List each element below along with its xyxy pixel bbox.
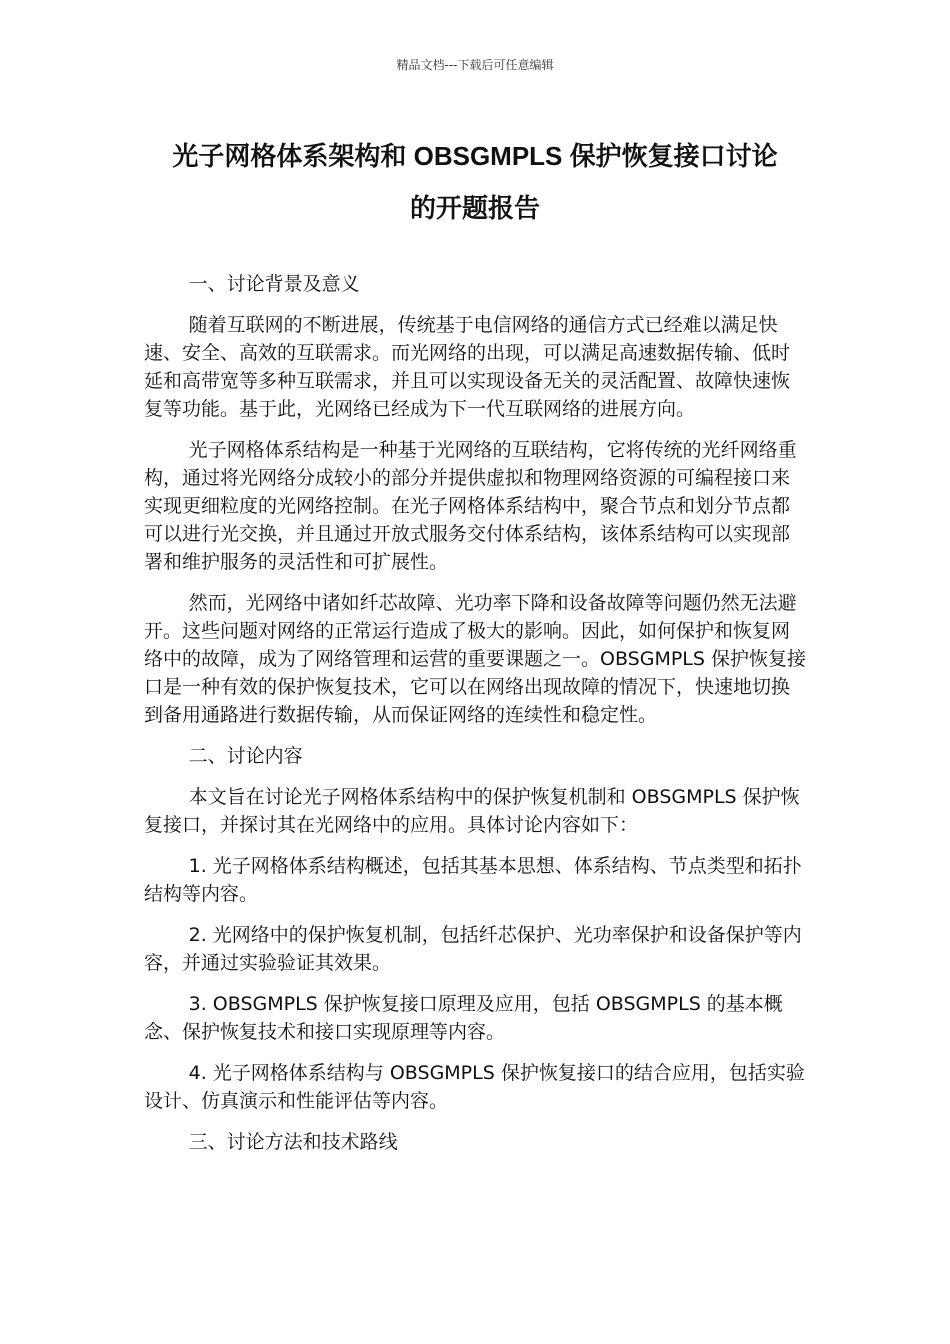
paragraph: 本文旨在讨论光子网格体系结构中的保护恢复机制和 OBSGMPLS 保护恢复接口，并探讨其在光网络中的应用。具体讨论内容如下：	[144, 786, 800, 836]
list-item: 3. OBSGMPLS 保护恢复接口原理及应用，包括 OBSGMPLS 的基本概念、保护恢复技术和接口实现原理等内容。	[144, 993, 783, 1043]
document-title	[140, 130, 810, 234]
list-item: 4. 光子网格体系结构与 OBSGMPLS 保护恢复接口的结合应用，包括实验设计、仿真演示和性能评估等内容。	[144, 1062, 805, 1112]
section-heading-method: 三、讨论方法和技术路线	[188, 1131, 398, 1153]
list-item: 2. 光网络中的保护恢复机制，包括纤芯保护、光功率保护和设备保护等内容，并通过实验验证其效果。	[144, 924, 802, 974]
title-line-2: 的开题报告	[409, 193, 540, 223]
title-line-1: 光子网格体系架构和 OBSGMPLS 保护恢复接口讨论	[172, 141, 778, 171]
section-heading-background: 一、讨论背景及意义	[188, 273, 360, 295]
list-item: 1. 光子网格体系结构概述，包括其基本思想、体系结构、节点类型和拓扑结构等内容。	[144, 855, 802, 905]
document-body	[144, 270, 806, 1169]
paragraph: 随着互联网的不断进展，传统基于电信网络的通信方式已经难以满足快速、安全、高效的互联需求。而光网络的出现，可以满足高速数据传输、低时延和高带宽等多种互联需求，并且可以实现设备无关的灵活配置、故障快速恢复等功能。基于此，光网络已经成为下一代互联网络的进展方向。	[144, 314, 791, 420]
section-heading-content: 二、讨论内容	[188, 745, 303, 767]
paragraph: 然而，光网络中诸如纤芯故障、光功率下降和设备故障等问题仍然无法避开。这些问题对网络的正常运行造成了极大的影响。因此，如何保护和恢复网络中的故障，成为了网络管理和运营的重要课题之一。OBSGMPLS 保护恢复接口是一种有效的保护恢复技术，它可以在网络出现故障的情况下，快速地切换到备用通路进行数据传输，从而保证网络的连续性和稳定性。	[144, 592, 806, 726]
page-header: 精品文档---下载后可任意编辑	[396, 58, 554, 72]
paragraph: 光子网格体系结构是一种基于光网络的互联结构，它将传统的光纤网络重构，通过将光网络分成较小的部分并提供虚拟和物理网络资源的可编程接口来实现更细粒度的光网络控制。在光子网格体系结构中，聚合节点和划分节点都可以进行光交换，并且通过开放式服务交付体系结构，该体系结构可以实现部署和维护服务的灵活性和可扩展性。	[144, 439, 797, 573]
